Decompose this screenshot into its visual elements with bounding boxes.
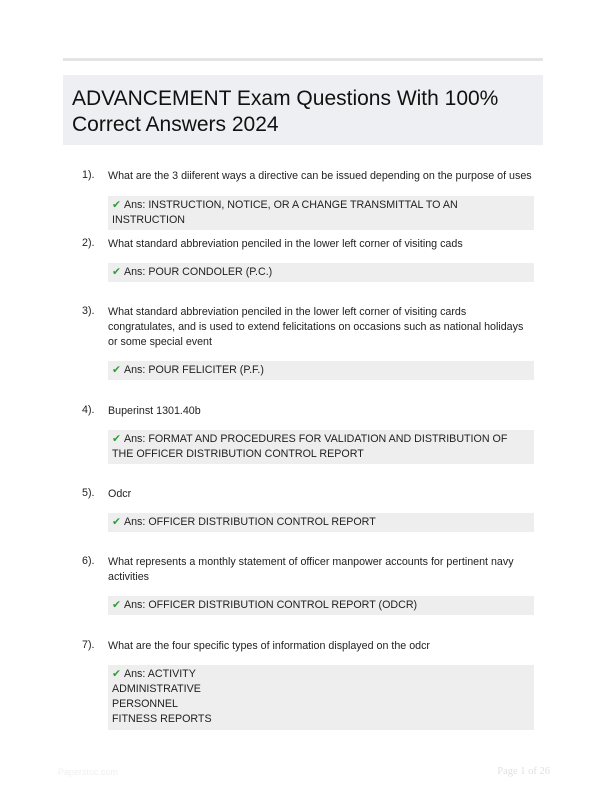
answer-text: Ans: POUR CONDOLER (P.C.) — [123, 266, 273, 278]
answer-text: Ans: OFFICER DISTRIBUTION CONTROL REPORT — [123, 516, 376, 528]
footer-site: Paperstoc.com — [58, 767, 119, 777]
title-box — [63, 75, 543, 145]
answer-text: FITNESS REPORTS — [112, 713, 212, 725]
check-icon: ✔ — [112, 433, 121, 445]
answer-box — [108, 430, 534, 464]
question-7 — [82, 639, 552, 730]
question-number: 4). — [82, 404, 95, 416]
question-number: 5). — [82, 487, 95, 499]
question-text: What are the four specific types of information displayed on the odcr — [108, 640, 430, 652]
page-title-line2: Correct Answers 2024 — [72, 113, 279, 136]
question-text: What standard abbreviation penciled in the lower left corner of visiting cads — [108, 238, 463, 250]
check-icon: ✔ — [112, 266, 121, 278]
answer-text: Ans: INSTRUCTION, NOTICE, OR A CHANGE TRANSMITTAL TO AN INSTRUCTION — [112, 199, 458, 226]
footer-page-number: Page 1 of 26 — [497, 766, 550, 777]
question-text: What represents a monthly statement of officer manpower accounts for pertinent navy activities — [108, 556, 514, 583]
question-number: 3). — [82, 305, 95, 317]
answer-text: ADMINISTRATIVE — [112, 683, 201, 695]
page-title-line1: ADVANCEMENT Exam Questions With 100% — [72, 87, 499, 110]
check-icon: ✔ — [112, 516, 121, 528]
question-number: 1). — [82, 169, 95, 181]
check-icon: ✔ — [112, 668, 121, 680]
question-4 — [82, 404, 552, 464]
answer-text: PERSONNEL — [112, 698, 178, 710]
question-number: 7). — [82, 639, 95, 651]
answer-text: Ans: FORMAT AND PROCEDURES FOR VALIDATION AND DISTRIBUTION OF THE OFFICER DISTRIBUTION CONTROL REPORT — [112, 433, 508, 460]
top-rule — [63, 58, 543, 61]
question-5 — [82, 487, 552, 532]
check-icon: ✔ — [112, 364, 121, 376]
answer-box — [108, 665, 534, 730]
answer-box — [108, 263, 534, 282]
question-text: Odcr — [108, 488, 132, 500]
question-number: 6). — [82, 555, 95, 567]
question-number: 2). — [82, 237, 95, 249]
answer-box — [108, 513, 534, 532]
answer-box — [108, 196, 534, 230]
answer-text: Ans: ACTIVITY — [123, 668, 196, 680]
answer-text: Ans: POUR FELICITER (P.F.) — [123, 364, 264, 376]
question-3 — [82, 305, 552, 380]
answer-box — [108, 596, 534, 615]
page-title — [72, 86, 543, 138]
question-text: What are the 3 diiferent ways a directive can be issued depending on the purpose of uses — [108, 170, 532, 182]
question-text: Buperinst 1301.40b — [108, 405, 201, 417]
question-1 — [82, 169, 552, 230]
answer-box — [108, 361, 534, 380]
question-text: What standard abbreviation penciled in the lower left corner of visiting cards congratulates, and is used to extend felicitations on occasions such as national holidays or some special event — [108, 306, 524, 348]
check-icon: ✔ — [112, 199, 121, 211]
answer-text: Ans: OFFICER DISTRIBUTION CONTROL REPORT (ODCR) — [123, 599, 418, 611]
question-6 — [82, 555, 552, 615]
question-2 — [82, 237, 552, 282]
check-icon: ✔ — [112, 599, 121, 611]
